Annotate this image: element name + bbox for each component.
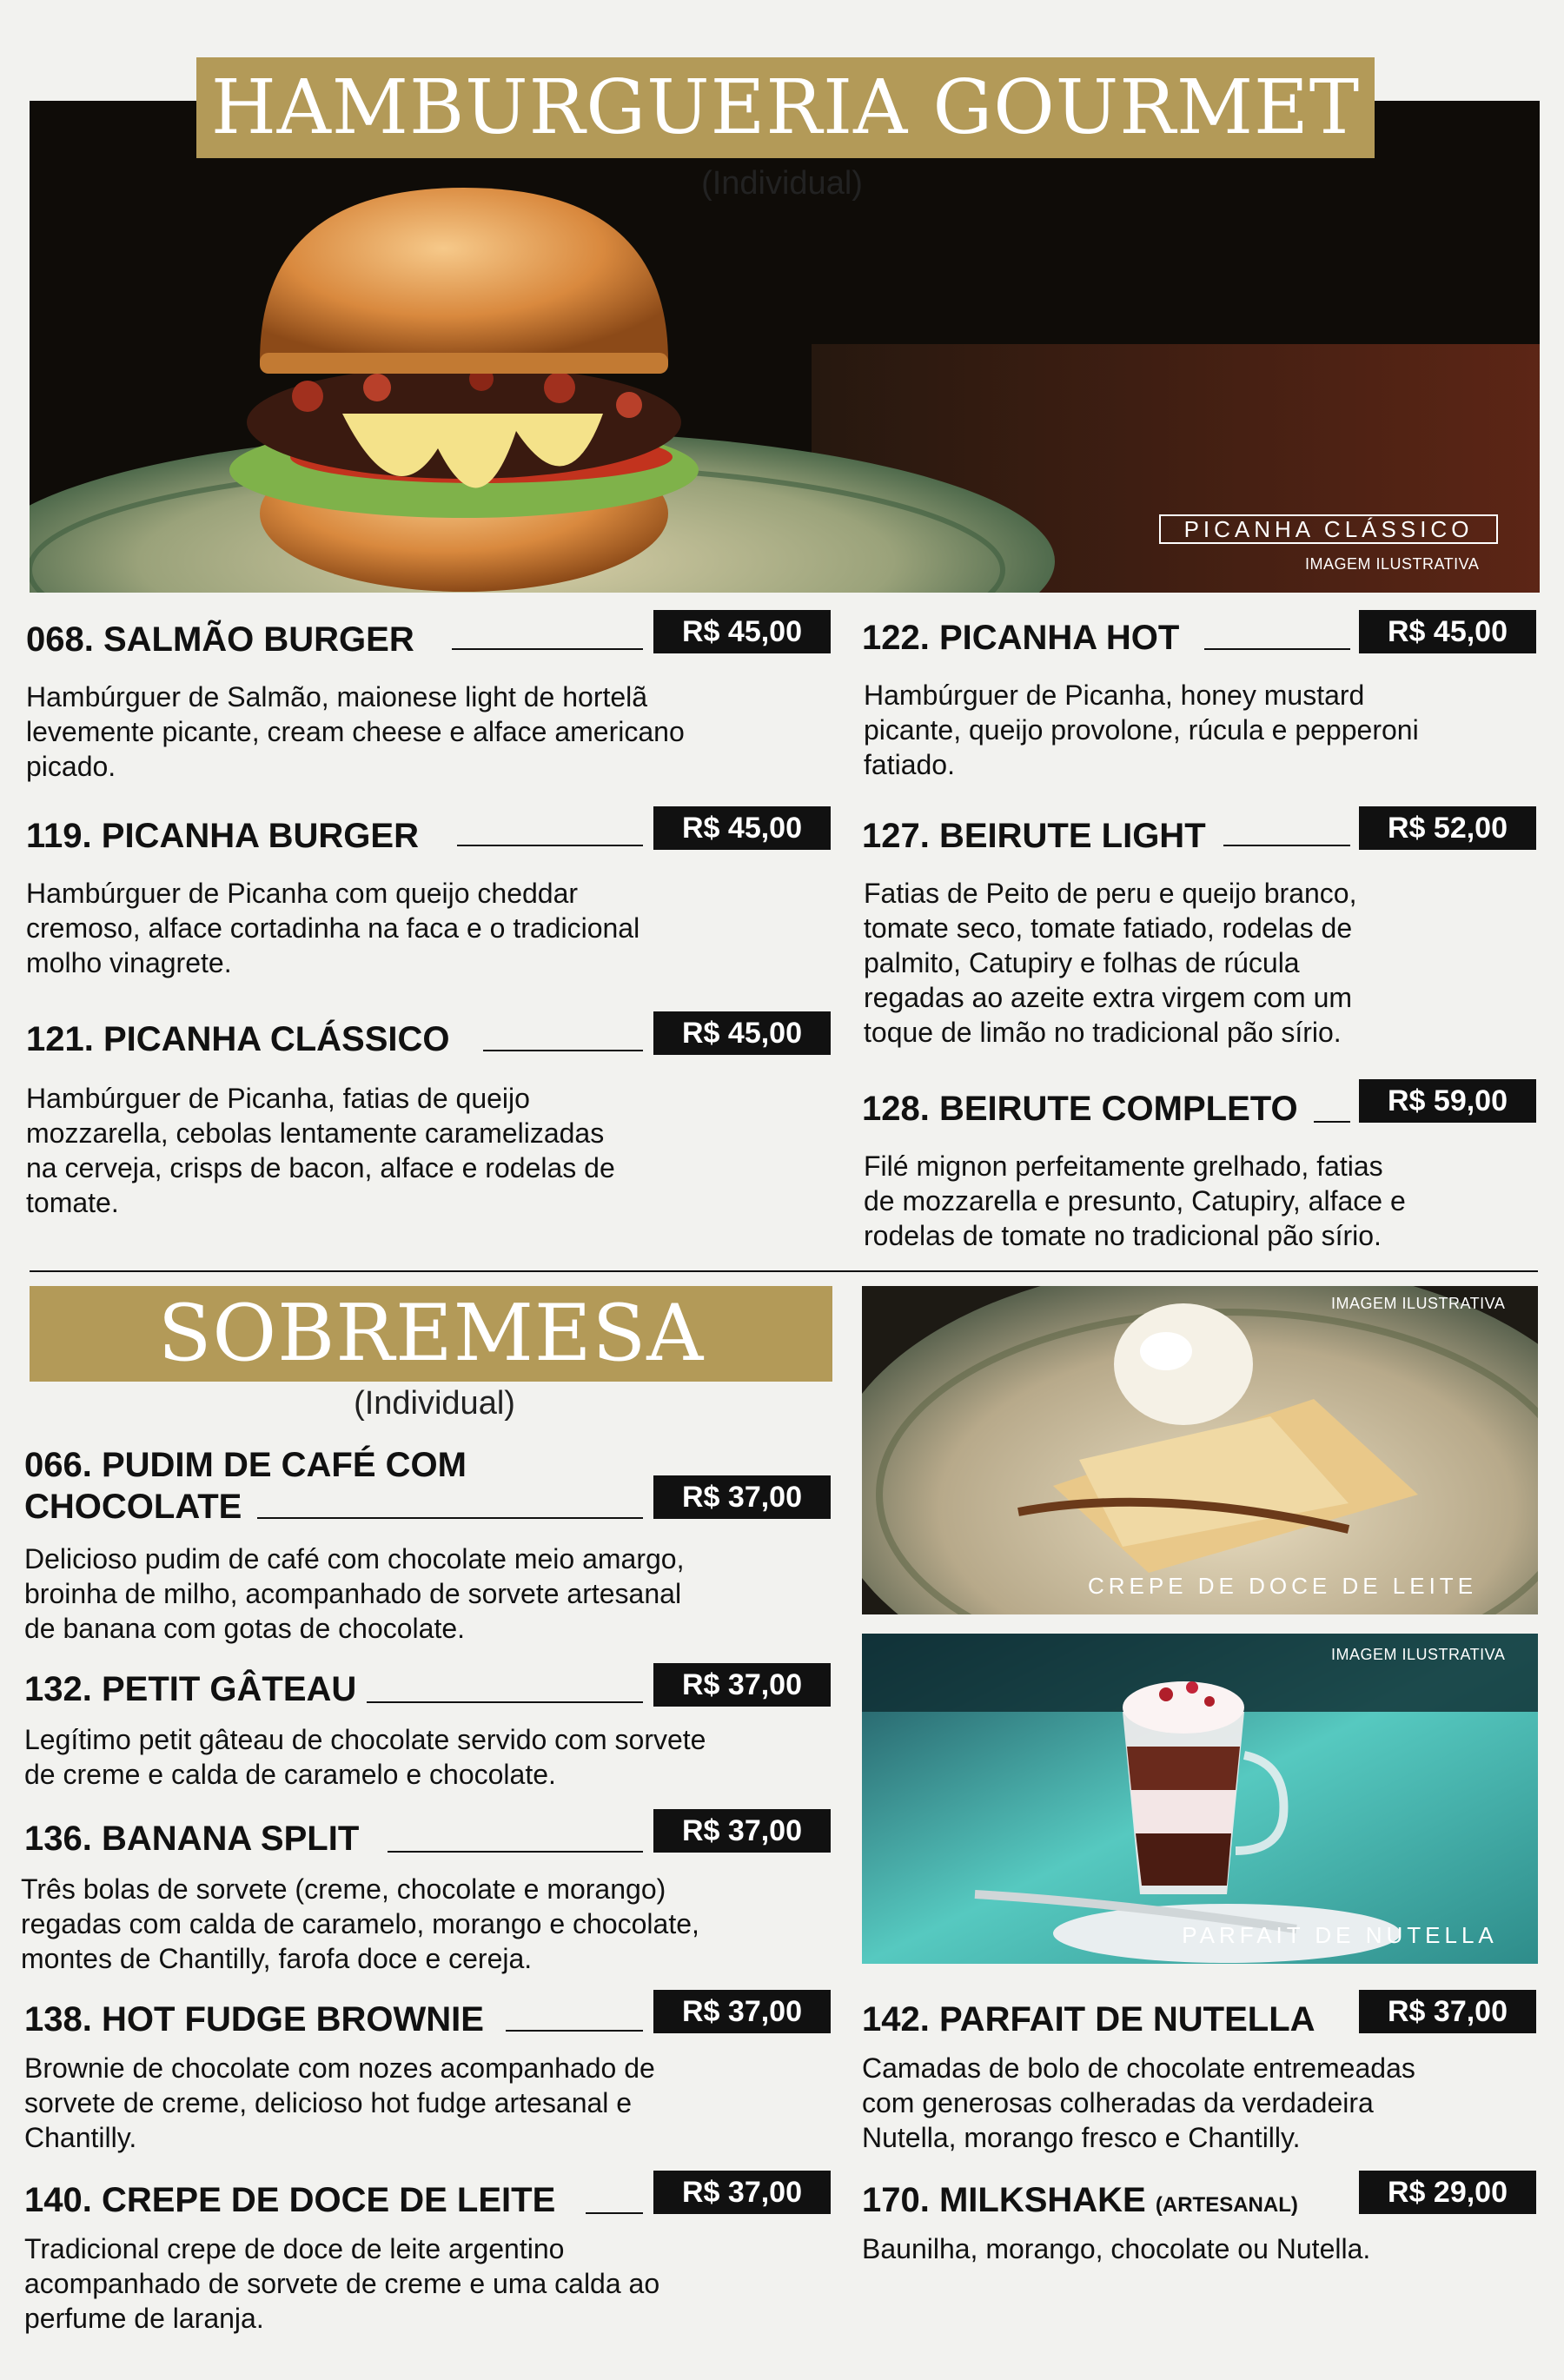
item-name: 132. PETIT GÂTEAU	[24, 1670, 357, 1708]
item-name-note: (ARTESANAL)	[1155, 2193, 1298, 2217]
item-name: 138. HOT FUDGE BROWNIE	[24, 2000, 484, 2039]
photo-note: IMAGEM ILUSTRATIVA	[1331, 1646, 1506, 1663]
item-price: R$ 29,00	[1359, 2171, 1536, 2214]
item-description: Hambúrguer de Salmão, maionese light de hortelã levemente picante, cream cheese e alface americano picado.	[26, 681, 685, 782]
item-name: 142. PARFAIT DE NUTELLA	[862, 2000, 1315, 2039]
item-description: Hambúrguer de Picanha com queijo cheddar cremoso, alface cortadinha na faca e o tradicional molho vinagrete.	[26, 878, 640, 978]
leader-line	[452, 648, 643, 650]
item-price: R$ 45,00	[653, 610, 831, 653]
item-price: R$ 45,00	[1359, 610, 1536, 653]
leader-line	[1223, 845, 1350, 846]
item-price: R$ 37,00	[1359, 1990, 1536, 2033]
item-description: Delicioso pudim de café com chocolate meio amargo, broinha de milho, acompanhado de sorvete artesanal de banana com gotas de chocolate.	[24, 1543, 685, 1644]
parfait-photo	[862, 1634, 1538, 1964]
item-description: Filé mignon perfeitamente grelhado, fatias de mozzarella e presunto, Catupiry, alface e rodelas de tomate no tradicional pão sírio.	[864, 1150, 1406, 1251]
leader-line	[1204, 648, 1350, 650]
leader-line	[257, 1517, 643, 1519]
item-name: 136. BANANA SPLIT	[24, 1820, 360, 1858]
item-description: Fatias de Peito de peru e queijo branco, tomate seco, tomate fatiado, rodelas de palmito, Catupiry e folhas de rúcula regadas ao azeite extra virgem com um toque de limão no tradicional pão sírio.	[864, 878, 1357, 1048]
leader-line	[367, 1701, 643, 1703]
item-description: Baunilha, morango, chocolate ou Nutella.	[862, 2233, 1371, 2264]
item-name: 140. CREPE DE DOCE DE LEITE	[24, 2181, 556, 2219]
item-description: Tradicional crepe de doce de leite argentino acompanhado de sorvete de creme e uma calda ao perfume de laranja.	[24, 2233, 660, 2334]
item-price: R$ 59,00	[1359, 1079, 1536, 1123]
item-description: Três bolas de sorvete (creme, chocolate e morango) regadas com calda de caramelo, morango e chocolate, montes de Chantilly, farofa doce e cereja.	[21, 1873, 699, 1974]
item-price: R$ 37,00	[653, 1809, 831, 1853]
section-divider	[30, 1270, 1538, 1272]
item-price: R$ 45,00	[653, 1011, 831, 1055]
leader-line	[586, 2212, 643, 2214]
item-description: Camadas de bolo de chocolate entremeadas com generosas colheradas da verdadeira Nutella, morango fresco e Chantilly.	[862, 2052, 1415, 2153]
item-description: Legítimo petit gâteau de chocolate servido com sorvete de creme e calda de caramelo e chocolate.	[24, 1724, 706, 1790]
item-name: 170. MILKSHAKE (ARTESANAL)	[862, 2181, 1298, 2219]
item-price: R$ 37,00	[653, 1475, 831, 1519]
leader-line	[1314, 1121, 1350, 1123]
leader-line	[388, 1851, 643, 1853]
section-title-desserts: SOBREMESA	[30, 1286, 832, 1382]
item-price: R$ 37,00	[653, 2171, 831, 2214]
leader-line	[483, 1050, 643, 1051]
crepe-photo	[862, 1286, 1538, 1614]
photo-caption: CREPE DE DOCE DE LEITE	[1087, 1573, 1478, 1599]
photo-caption: PICANHA CLÁSSICO	[1159, 514, 1498, 544]
item-name: 128. BEIRUTE COMPLETO	[862, 1090, 1298, 1128]
leader-line	[457, 845, 643, 846]
photo-note: IMAGEM ILUSTRATIVA	[1331, 1295, 1506, 1312]
item-name: 121. PICANHA CLÁSSICO	[26, 1020, 450, 1058]
section-subtitle-desserts: (Individual)	[354, 1385, 515, 1422]
item-name: 127. BEIRUTE LIGHT	[862, 817, 1206, 855]
item-price: R$ 37,00	[653, 1663, 831, 1707]
item-name: 066. PUDIM DE CAFÉ COM CHOCOLATE	[24, 1446, 467, 1526]
item-description: Hambúrguer de Picanha, honey mustard picante, queijo provolone, rúcula e pepperoni fatiado.	[864, 680, 1419, 780]
section-subtitle-burgers: (Individual)	[701, 165, 863, 202]
parfait-illustration	[862, 1634, 1538, 1964]
item-description: Hambúrguer de Picanha, fatias de queijo mozzarella, cebolas lentamente caramelizadas na cerveja, crisps de bacon, alface e rodelas de tomate.	[26, 1083, 615, 1218]
item-price: R$ 37,00	[653, 1990, 831, 2033]
crepe-illustration	[862, 1286, 1538, 1614]
leader-line	[506, 2030, 643, 2032]
photo-note: IMAGEM ILUSTRATIVA	[1305, 555, 1480, 573]
section-title-burgers: HAMBURGUERIA GOURMET	[196, 57, 1375, 158]
item-name: 068. SALMÃO BURGER	[26, 620, 414, 659]
photo-caption: PARFAIT DE NUTELLA	[1182, 1922, 1498, 1948]
item-price: R$ 45,00	[653, 806, 831, 850]
item-price: R$ 52,00	[1359, 806, 1536, 850]
item-name: 119. PICANHA BURGER	[26, 817, 419, 855]
item-description: Brownie de chocolate com nozes acompanhado de sorvete de creme, delicioso hot fudge artesanal e Chantilly.	[24, 2052, 655, 2153]
item-name: 122. PICANHA HOT	[862, 619, 1180, 657]
